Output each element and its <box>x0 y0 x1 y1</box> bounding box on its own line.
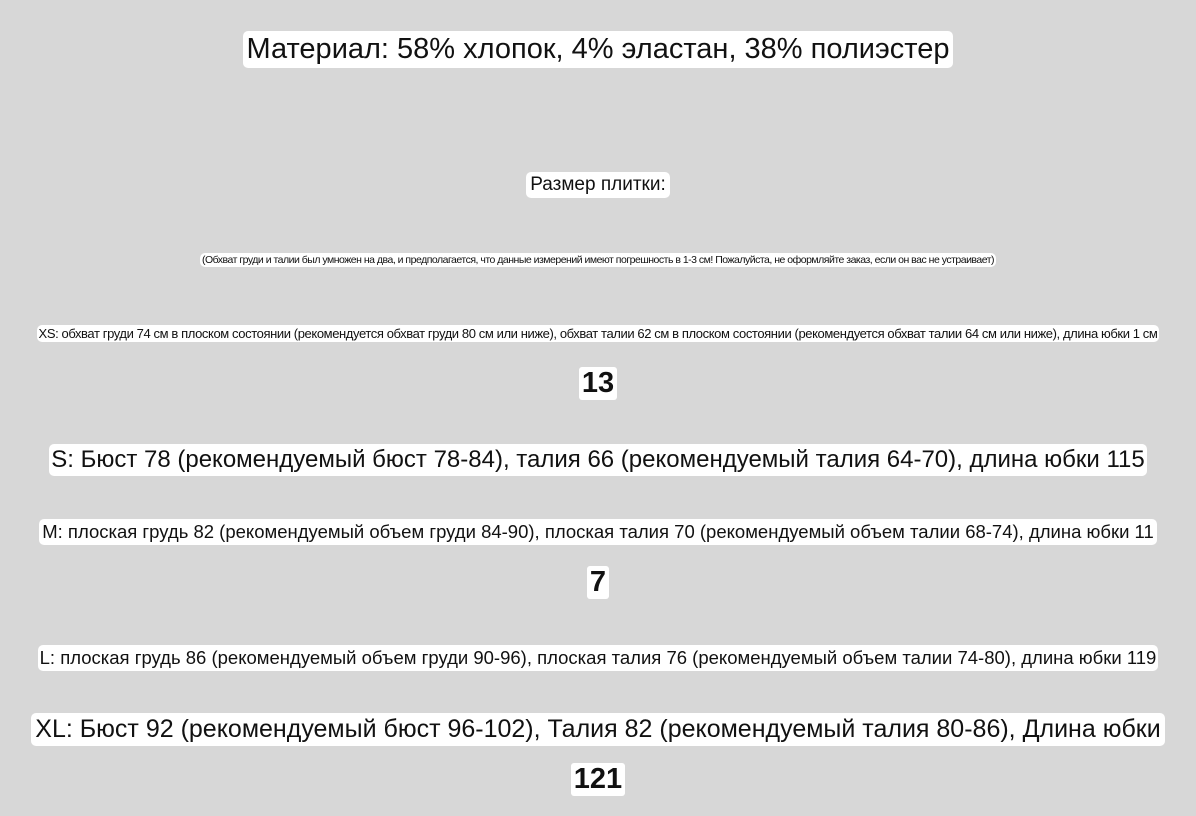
size-xs-line <box>0 325 1196 342</box>
size-l-line <box>0 645 1196 671</box>
size-m-number: 7 <box>587 566 609 599</box>
size-xs-continuation <box>0 367 1196 400</box>
size-xl-line <box>0 713 1196 746</box>
size-m-continuation <box>0 566 1196 599</box>
size-title: Размер плитки: <box>526 172 669 198</box>
material-line <box>0 31 1196 68</box>
size-s-line <box>0 444 1196 476</box>
size-m-text: M: плоская грудь 82 (рекомендуемый объем груди 84-90), плоская талия 70 (рекомендуемый объем талии 68-74), длина юбки 11 <box>39 519 1157 545</box>
size-xl-continuation <box>0 763 1196 796</box>
size-s-text: S: Бюст 78 (рекомендуемый бюст 78-84), талия 66 (рекомендуемый талия 64-70), длина юбки 115 <box>49 444 1147 476</box>
size-xl-text: XL: Бюст 92 (рекомендуемый бюст 96-102), Талия 82 (рекомендуемый талия 80-86), Длина юбки <box>31 713 1164 746</box>
size-xs-text: XS: обхват груди 74 см в плоском состоянии (рекомендуется обхват груди 80 см или ниже), обхват талии 62 см в плоском состоянии (рекомендуется обхват талии 64 см или ниже), длина юбки 1 см <box>38 326 1158 341</box>
size-m-line <box>0 519 1196 545</box>
size-xl-number: 121 <box>571 763 625 796</box>
size-l-text: L: плоская грудь 86 (рекомендуемый объем груди 90-96), плоская талия 76 (рекомендуемый объем талии 74-80), длина юбки 119 <box>38 645 1159 671</box>
disclaimer-text: (Обхват груди и талии был умножен на два, и предполагается, что данные измерений имеют погрешность в 1-3 см! Пожалуйста, не оформляйте заказ, если он вас не устраивает) <box>201 254 995 266</box>
size-xs-number: 13 <box>579 367 617 400</box>
material-text: Материал: 58% хлопок, 4% эластан, 38% полиэстер <box>243 31 954 68</box>
size-title-line <box>0 172 1196 198</box>
disclaimer-line <box>0 253 1196 267</box>
